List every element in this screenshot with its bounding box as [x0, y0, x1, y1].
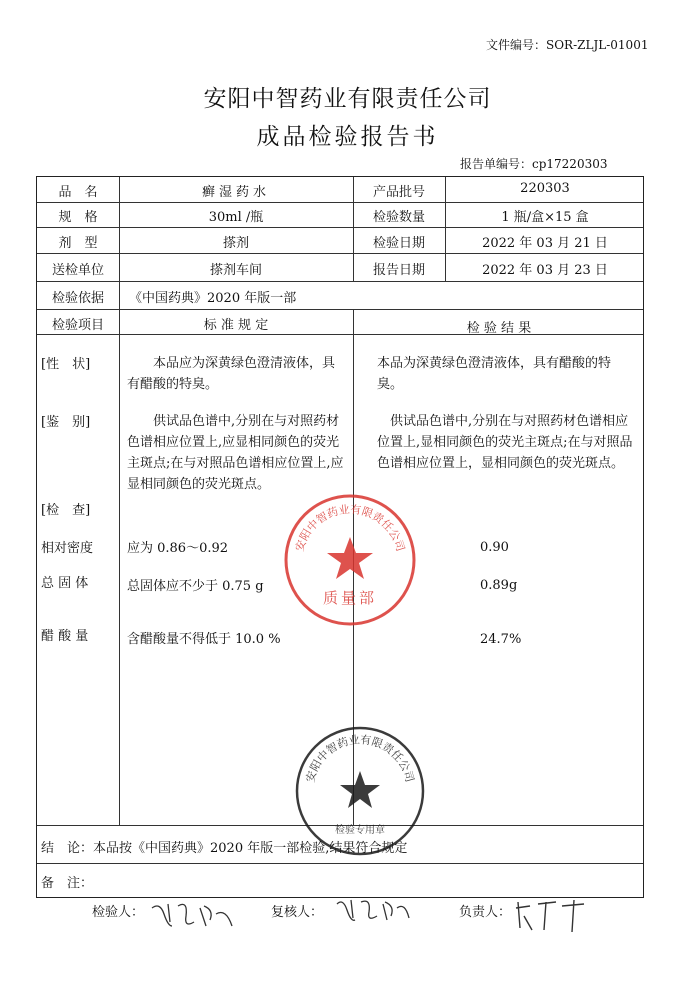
inspection-stamp — [292, 723, 428, 859]
test-date: 2022 年 03 月 21 日 — [482, 236, 608, 251]
reviewer-signature — [333, 894, 413, 928]
appearance-standard: 本品应为深黄绿色澄清液体，具有醋酸的特臭。 — [127, 356, 336, 392]
qty-label: 检验数量 — [372, 210, 425, 225]
batch-number: 220303 — [520, 181, 570, 196]
document-number: 文件编号：SOR-ZLJL-01001 — [486, 38, 649, 52]
acetic-acid-result: 24.7% — [480, 632, 522, 647]
qty-value: 1 瓶/盒×15 盒 — [501, 210, 589, 225]
result-header: 检 验 结 果 — [466, 321, 532, 336]
dept-label: 送检单位 — [51, 263, 104, 278]
company-name: 安阳中智药业有限责任公司 — [203, 86, 492, 112]
inspection-table — [36, 176, 644, 898]
solids-standard: 总固体应不少于 0.75 g — [127, 579, 264, 594]
svg-text:安阳中智药业有限责任公司: 安阳中智药业有限责任公司 — [303, 733, 417, 784]
conclusion: 结 论：本品按《中国药典》2020 年版一部检验,结果符合规定 — [41, 841, 408, 856]
inspector-signature — [148, 896, 238, 936]
density-result: 0.90 — [480, 540, 509, 555]
svg-text:质量部: 质量部 — [322, 589, 378, 607]
identification-label: [鉴 别] — [41, 415, 91, 430]
item-header: 检验项目 — [51, 318, 104, 333]
solids-result: 0.89g — [480, 578, 518, 593]
identification-result: 供试品色谱中,分别在与对照药材色谱相应位置上,显相同颜色的荧光主斑点;在与对照品色谱相应位置上，显相同颜色的荧光斑点。 — [377, 414, 633, 471]
dept-value: 搽剂车间 — [209, 263, 262, 278]
form-label: 剂 型 — [58, 236, 98, 251]
solids-label: 总 固 体 — [41, 576, 89, 591]
report-number: 报告单编号：cp17220303 — [460, 157, 608, 171]
manager-signature — [512, 894, 592, 936]
svg-text:检验专用章: 检验专用章 — [335, 825, 385, 836]
report-date: 2022 年 03 月 23 日 — [482, 263, 608, 278]
remarks-label: 备 注： — [41, 876, 94, 891]
acetic-acid-label: 醋 酸 量 — [41, 629, 89, 644]
basis-value: 《中国药典》2020 年版一部 — [129, 291, 297, 306]
appearance-label: [性 状] — [41, 357, 91, 372]
report-title: 成品检验报告书 — [256, 124, 439, 150]
test-date-label: 检验日期 — [372, 236, 425, 251]
identification-standard: 供试品色谱中,分别在与对照药材色谱相应位置上,应显相同颜色的荧光主斑点;在与对照品色谱相应位置上,应显相同颜色的荧光斑点。 — [127, 414, 344, 492]
report-date-label: 报告日期 — [372, 263, 425, 278]
density-label: 相对密度 — [41, 541, 94, 556]
svg-text:安阳中智药业有限责任公司: 安阳中智药业有限责任公司 — [293, 503, 407, 553]
inspector-label: 检验人： — [92, 905, 145, 920]
quality-department-stamp — [281, 491, 419, 629]
appearance-result: 本品为深黄绿色澄清液体，具有醋酸的特臭。 — [377, 356, 612, 392]
standard-header: 标 准 规 定 — [203, 318, 269, 333]
product-name: 癣湿药水 — [201, 185, 270, 200]
acetic-acid-standard: 含醋酸量不得低于 10.0 % — [127, 632, 281, 647]
form-value: 搽剂 — [222, 236, 249, 251]
density-standard: 应为 0.86～0.92 — [127, 541, 229, 556]
batch-label: 产品批号 — [372, 185, 425, 200]
check-label: [检 查] — [41, 503, 91, 518]
basis-label: 检验依据 — [51, 291, 104, 306]
product-name-label: 品 名 — [58, 185, 98, 200]
manager-label: 负责人： — [459, 905, 512, 920]
reviewer-label: 复核人： — [271, 905, 324, 920]
spec-value: 30ml /瓶 — [208, 210, 264, 225]
spec-label: 规 格 — [58, 210, 98, 225]
